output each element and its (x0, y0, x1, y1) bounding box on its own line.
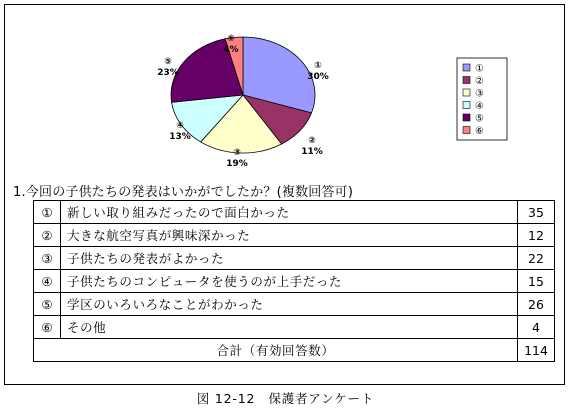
figure-caption: 図 12-12 保護者アンケート (196, 391, 375, 406)
figure-frame (4, 4, 565, 385)
legend-swatch-2 (463, 77, 470, 84)
legend-label-2: ② (475, 76, 484, 87)
row-text: 学区のいろいろなことがわかった (61, 293, 518, 316)
legend-swatch-5 (463, 114, 470, 121)
slice-name-label: ⑤ (164, 57, 172, 67)
slice-name-label: ③ (233, 148, 241, 158)
row-count: 12 (518, 224, 555, 247)
slice-percent-label: 4% (223, 45, 239, 55)
slice-name-label: ④ (176, 121, 184, 131)
row-number: ⑥ (34, 316, 61, 339)
table-row (34, 224, 555, 247)
table-row (34, 316, 555, 339)
slice-percent-label: 19% (226, 159, 248, 169)
legend-label-6: ⑥ (475, 126, 484, 137)
legend-label-3: ③ (475, 88, 484, 100)
total-count: 114 (518, 339, 555, 362)
slice-name-label: ⑥ (227, 34, 235, 44)
table-row (34, 247, 555, 270)
row-text: 大きな航空写真が興味深かった (61, 224, 518, 247)
row-count: 4 (518, 316, 555, 339)
row-count: 35 (518, 201, 555, 224)
table-total-row (34, 339, 555, 362)
legend-swatch-4 (463, 102, 470, 109)
question-text: 1.今回の子供たちの発表はいかがでしたか？(複数回答可) (13, 185, 354, 200)
legend-swatch-1 (463, 64, 470, 71)
table-row (34, 270, 555, 293)
slice-percent-label: 13% (169, 132, 191, 142)
legend-label-5: ⑤ (475, 113, 484, 125)
slice-percent-label: 30% (307, 72, 329, 82)
row-count: 26 (518, 293, 555, 316)
pie-chart (5, 5, 566, 180)
legend-label-4: ④ (475, 101, 484, 112)
legend-swatch-3 (463, 89, 470, 96)
total-label: 合計（有効回答数） (34, 339, 518, 362)
row-count: 15 (518, 270, 555, 293)
slice-name-label: ① (314, 61, 322, 71)
row-text: 子供たちの発表がよかった (61, 247, 518, 270)
table-row (34, 293, 555, 316)
row-number: ⑤ (34, 293, 61, 316)
slice-name-label: ② (308, 136, 316, 146)
slice-percent-label: 11% (301, 147, 323, 157)
row-text: 子供たちのコンピュータを使うのが上手だった (61, 270, 518, 293)
row-number: ① (34, 201, 61, 224)
legend-label-1: ① (475, 63, 484, 75)
row-text: その他 (61, 316, 518, 339)
row-count: 22 (518, 247, 555, 270)
survey-table (33, 200, 555, 362)
slice-percent-label: 23% (157, 68, 179, 78)
table-row (34, 201, 555, 224)
row-number: ④ (34, 270, 61, 293)
row-text: 新しい取り組みだったので面白かった (61, 201, 518, 224)
row-number: ② (34, 224, 61, 247)
legend-swatch-6 (463, 127, 470, 134)
row-number: ③ (34, 247, 61, 270)
